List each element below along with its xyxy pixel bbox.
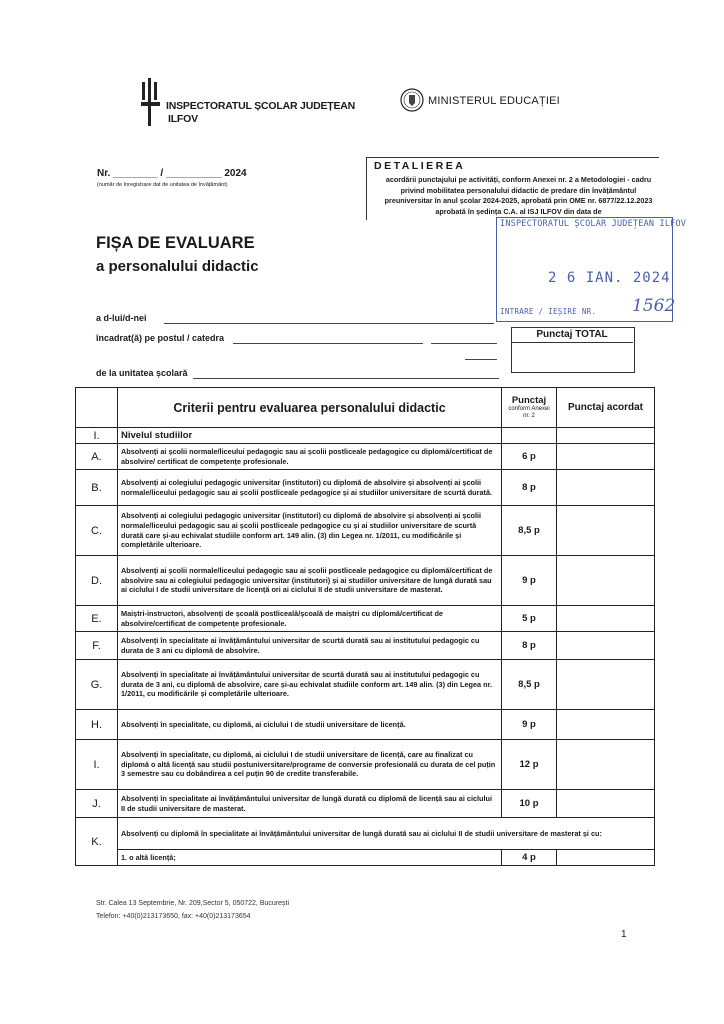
header-criteria: Criterii pentru evaluarea personalului didactic: [118, 388, 502, 428]
row-points: 5 p: [502, 606, 557, 632]
post-field[interactable]: [233, 333, 423, 344]
header-empty: [76, 388, 118, 428]
table-row: [76, 790, 655, 818]
row-awarded-cell[interactable]: [557, 470, 655, 506]
row-letter: I.: [76, 740, 118, 790]
row-text: Absolvenți ai școlii normale/liceului pedagogic sau ai școlii postliceale pedagogice cu diplomă/certificat de absolvire/ certificat de competențe profesionale.: [118, 444, 502, 470]
unit-field[interactable]: [193, 368, 499, 379]
row-text: Absolvenți cu diplomă în specialitate ai învățământului universitar de lungă durată sau ai ciclului II de studii universitare de masterat și cu:: [118, 818, 655, 850]
row-awarded-cell[interactable]: [557, 790, 655, 818]
row-points: 8,5 p: [502, 660, 557, 710]
footer-line2: Telefon: +40(0)213173650, fax: +40(0)213173654: [96, 913, 251, 920]
row-awarded-cell[interactable]: [557, 850, 655, 866]
row-points: 8 p: [502, 632, 557, 660]
detalierea-title: DETALIEREA: [374, 160, 466, 172]
table-row: [76, 556, 655, 606]
row-points: 8 p: [502, 470, 557, 506]
row-letter: B.: [76, 470, 118, 506]
ministry-name: MINISTERUL EDUCAȚIEI: [428, 95, 560, 107]
row-awarded-cell[interactable]: [557, 660, 655, 710]
table-row-k: [76, 818, 655, 850]
row-points: 9 p: [502, 556, 557, 606]
row-letter: A.: [76, 444, 118, 470]
form-subtitle: a personalului didactic: [96, 258, 259, 275]
unit-label: de la unitatea școlară: [96, 368, 188, 378]
row-letter: D.: [76, 556, 118, 606]
post-field-extra2[interactable]: [465, 349, 497, 360]
registration-number: Nr. ________ / __________ 2024: [97, 168, 247, 179]
row-awarded-cell[interactable]: [557, 606, 655, 632]
row-text: Absolvenți ai școlii normale/liceului pedagogic sau ai școlii postliceale pedagogice cu diplomă/certificat de absolvire sau ai colegiului pedagogic universitar (institutori) și ai studiilor universitare de lungă durată sau ai ciclului I de studii universitare de licență ori ai ciclului II de studii universitare de masterat.: [118, 556, 502, 606]
row-letter: H.: [76, 710, 118, 740]
footer-line1: Str. Calea 13 Septembrie, Nr. 209,Sector 5, 050722, București: [96, 900, 289, 907]
row-points: 4 p: [502, 850, 557, 866]
table-row: [76, 444, 655, 470]
name-label: a d-lui/d-nei: [96, 313, 147, 323]
row-text: Absolvenți în specialitate, cu diplomă, ai ciclului I de studii universitare de licență.: [118, 710, 502, 740]
row-text: Absolvenți în specialitate ai învățământului universitar de scurtă durată sau ai institutului pedagogic cu durata de 3 ani, cu diplomă de absolvire, care și-au echivalat studiile conform art. 149 alin. (3) din Legea nr. 1/2011, cu modificările și completările ulterioare.: [118, 660, 502, 710]
page-number: 1: [621, 929, 627, 940]
ministry-crest-icon: [400, 88, 424, 112]
name-field[interactable]: [164, 313, 494, 324]
row-awarded-cell[interactable]: [557, 632, 655, 660]
header-awarded: Punctaj acordat: [557, 388, 655, 428]
row-points: 12 p: [502, 740, 557, 790]
row-text: Absolvenți ai colegiului pedagogic universitar (institutori) cu diplomă de absolvire și absolvenți ai școlii normale/liceului pedagogic sau ai școlii postliceale pedagogice și ai studiilor universitare de scurtă durată.: [118, 470, 502, 506]
section-title: Nivelul studiilor: [118, 428, 502, 444]
table-row: [76, 470, 655, 506]
registration-sublabel: (număr de înregistrare dat de unitatea de învățământ): [97, 182, 228, 188]
row-letter: J.: [76, 790, 118, 818]
row-letter: K.: [76, 818, 118, 866]
table-row: [76, 632, 655, 660]
footer-address: [96, 897, 289, 923]
row-letter: F.: [76, 632, 118, 660]
isj-name: [166, 100, 355, 126]
row-text: Absolvenți ai colegiului pedagogic universitar (institutori) cu diplomă de absolvire și absolvenți ai școlii normale/liceului pedagogic sau ai școlii postliceale pedagogice cu și ai studiilor universitare de scurtă durată care și-au echivalat studiile conform art. 149 alin. (3) din Legea nr. 1/2011, cu modificările și completările ulterioare.: [118, 506, 502, 556]
post-field-extra[interactable]: [431, 333, 497, 344]
row-awarded-cell[interactable]: [557, 444, 655, 470]
row-letter: G.: [76, 660, 118, 710]
form-title: FIȘA DE EVALUARE: [96, 234, 255, 252]
header-points: [502, 388, 557, 428]
criteria-table: [75, 387, 655, 866]
stamp-number: 1562: [632, 296, 676, 316]
section-num: I.: [76, 428, 118, 444]
stamp-institution: INSPECTORATUL ȘCOLAR JUDEȚEAN ILFOV: [500, 219, 687, 229]
row-points: 6 p: [502, 444, 557, 470]
isj-name-line2: ILFOV: [168, 113, 198, 125]
section-row: [76, 428, 655, 444]
row-awarded-cell[interactable]: [557, 556, 655, 606]
row-points: 10 p: [502, 790, 557, 818]
row-awarded-cell[interactable]: [557, 710, 655, 740]
row-points: 9 p: [502, 710, 557, 740]
table-row: [76, 506, 655, 556]
header-points-label: Punctaj: [511, 394, 547, 406]
table-header-row: [76, 388, 655, 428]
isj-logo-icon: [140, 78, 162, 126]
detalierea-text: acordării punctajului pe activități, conform Anexei nr. 2 a Metodologiei - cadru privind mobilitatea personalului didactic de predare din învățământul preuniversitar în anul școlar 2024-2025, aprobată prin OME nr. 6877/22.12.2023 aprobată în ședința C.A. al ISJ ILFOV din data de: [384, 175, 653, 216]
row-letter: E.: [76, 606, 118, 632]
stamp-date: 2 6 IAN. 2024: [548, 270, 671, 286]
table-row-k-sub: [76, 850, 655, 866]
table-row: [76, 740, 655, 790]
header-points-sub: conform Anexei nr. 2: [508, 405, 550, 419]
stamp-entry-label: INTRARE / IEȘIRE NR.: [500, 307, 597, 316]
row-text: Absolvenți în specialitate, cu diplomă, ai ciclului I de studii universitare de licență, care au finalizat cu diplomă o altă licență sau studii postuniversitare/programe de conversie profesională cu durata de cel puțin 3 semestre sau cu dobândirea a cel puțin 90 de credite transferabile.: [118, 740, 502, 790]
row-awarded-cell[interactable]: [557, 740, 655, 790]
row-text: Absolvenți în specialitate ai învățământului universitar de scurtă durată sau ai institutului pedagogic cu durata de 3 ani cu diplomă de absolvire.: [118, 632, 502, 660]
row-awarded-cell[interactable]: [557, 506, 655, 556]
table-row: [76, 660, 655, 710]
total-score-label: Punctaj TOTAL: [511, 327, 633, 343]
isj-name-line1: INSPECTORATUL ȘCOLAR JUDEȚEAN: [166, 100, 356, 112]
row-letter: C.: [76, 506, 118, 556]
post-label: încadrat(ă) pe postul / catedra: [96, 333, 225, 343]
row-text: Maiștri-instructori, absolvenți de școală postliceală/școală de maiștri cu diplomă/certificat de absolvire/certificat de competențe profesionale.: [118, 606, 502, 632]
table-row: [76, 606, 655, 632]
row-points: 8,5 p: [502, 506, 557, 556]
row-subtext: 1. o altă licență;: [118, 850, 502, 866]
row-text: Absolvenți în specialitate ai învățământului universitar de lungă durată cu diplomă de licență sau ai ciclului II de studii universitare de masterat.: [118, 790, 502, 818]
table-row: [76, 710, 655, 740]
